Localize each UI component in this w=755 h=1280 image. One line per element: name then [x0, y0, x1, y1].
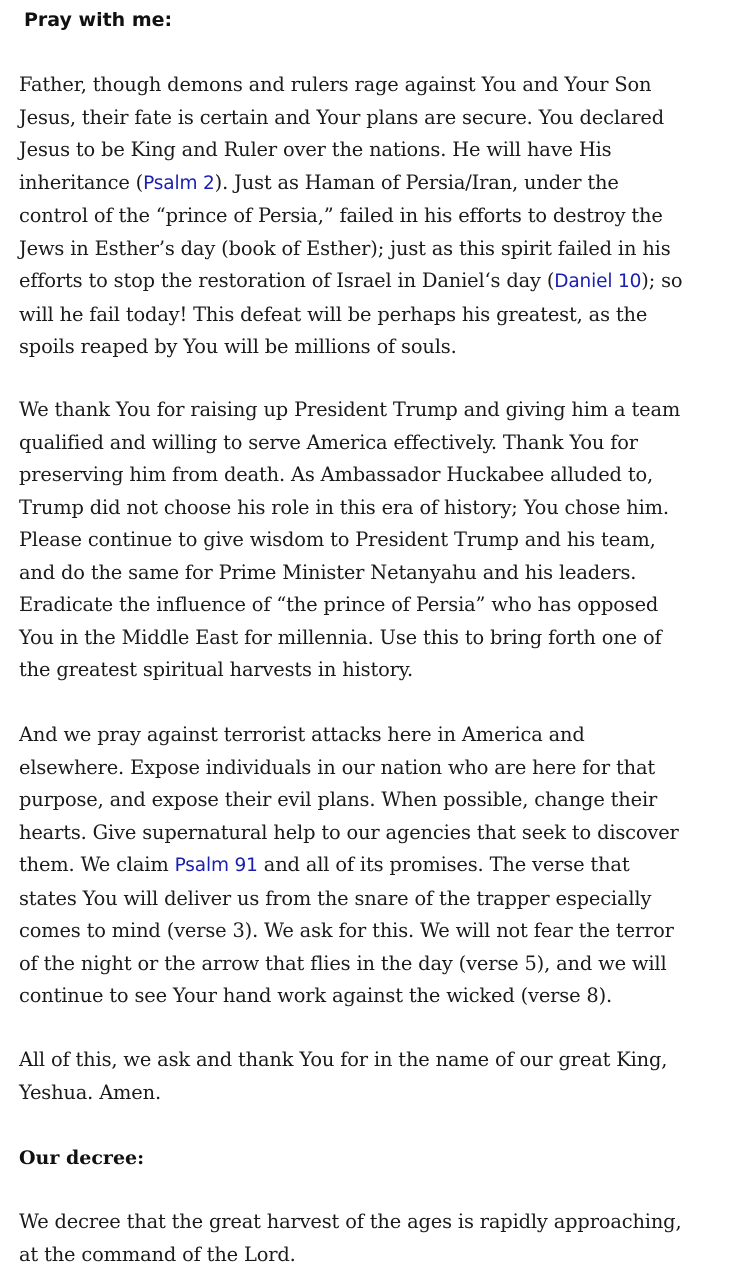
text-line: We decree that the great harvest of the ages is rapidly approaching, [19, 1210, 682, 1233]
text-line: purpose, and expose their evil plans. When possible, change their [19, 788, 658, 811]
text-line: Jews in Esther’s day (book of Esther); just as this spirit failed in his [19, 236, 671, 260]
text-line: hearts. Give supernatural help to our agencies that seek to discover [19, 820, 679, 844]
text-line: continue to see Your hand work against the wicked (verse 8). [19, 984, 613, 1007]
prayer-paragraph-1 [19, 69, 749, 364]
text-line: Trump did not choose his role in this era of history; You chose him. [19, 495, 669, 519]
decree-heading: Our decree: [19, 1147, 145, 1169]
text-line: and do the same for Prime Minister Netanyahu and his leaders. [19, 560, 637, 584]
daniel-10-link[interactable]: Daniel 10 [554, 271, 642, 292]
pray-heading: Pray with me: [24, 9, 173, 31]
text-segment: ). Just as Haman of Persia/Iran, under the [214, 170, 619, 194]
text-line: We thank You for raising up President Trump and giving him a team [19, 398, 681, 421]
text-line: And we pray against terrorist attacks here in America and [19, 723, 585, 746]
text-line: spoils reaped by You will be millions of souls. [19, 335, 457, 358]
psalm-2-link[interactable]: Psalm 2 [143, 172, 215, 194]
text-segment: them. We claim [19, 853, 175, 876]
text-line [19, 849, 749, 883]
text-line: the greatest spiritual harvests in history. [19, 658, 413, 681]
text-segment: ); so [641, 269, 683, 292]
text-line: Eradicate the influence of “the prince of Persia” who has opposed [19, 593, 659, 616]
psalm-91-link[interactable]: Psalm 91 [174, 855, 258, 876]
text-line: elsewhere. Expose individuals in our nation who are here for that [19, 755, 655, 779]
text-line: at the command of the Lord. [19, 1242, 296, 1266]
text-line: You in the Middle East for millennia. Use this to bring forth one of [19, 625, 662, 649]
prayer-paragraph-3 [19, 719, 749, 1013]
text-line: control of the “prince of Persia,” failed in his efforts to destroy the [19, 204, 663, 227]
prayer-paragraph-2 [19, 394, 749, 687]
text-line: will he fail today! This defeat will be perhaps his greatest, as the [19, 302, 648, 326]
text-line: Yeshua. Amen. [19, 1080, 161, 1104]
text-segment: inheritance ( [19, 170, 144, 194]
text-line: Father, though demons and rulers rage against You and Your Son [19, 73, 652, 96]
text-line [19, 167, 749, 201]
decree-paragraph [19, 1206, 749, 1271]
text-segment: efforts to stop the restoration of Israel in Daniel‘s day ( [19, 269, 555, 292]
text-line: Please continue to give wisdom to President Trump and his team, [19, 528, 656, 551]
text-line: Jesus to be King and Ruler over the nations. He will have His [19, 138, 612, 161]
text-line: of the night or the arrow that flies in the day (verse 5), and we will [19, 951, 667, 975]
text-line: states You will deliver us from the snare of the trapper especially [19, 886, 652, 910]
text-line: preserving him from death. As Ambassador Huckabee alluded to, [19, 463, 653, 486]
text-line: All of this, we ask and thank You for in the name of our great King, [19, 1048, 668, 1071]
text-line: qualified and willing to serve America effectively. Thank You for [19, 430, 638, 454]
text-line [19, 265, 749, 299]
text-segment: and all of its promises. The verse that [257, 853, 630, 876]
text-line: comes to mind (verse 3). We ask for this. We will not fear the terror [19, 919, 674, 942]
closing-paragraph [19, 1044, 749, 1109]
text-line: Jesus, their fate is certain and Your plans are secure. You declared [19, 105, 664, 129]
